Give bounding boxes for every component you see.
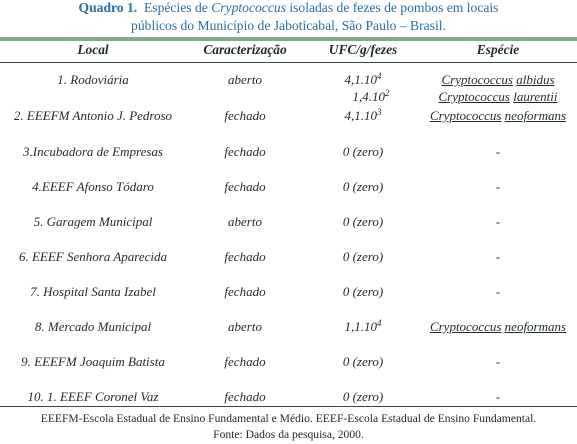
table-cell-caracterizacao: aberto — [228, 214, 262, 229]
col-header-local: Local — [77, 42, 109, 57]
table-cell-caracterizacao: fechado — [224, 354, 266, 369]
table-cell-especie: - — [495, 249, 501, 264]
caption-label: Quadro 1. — [78, 0, 138, 15]
col-header-ufc: UFC/g/fezes — [328, 42, 398, 57]
table-cell-ufc: 0 (zero) — [342, 284, 384, 299]
species-genus: Cryptococcus — [429, 108, 502, 123]
source-note: Fonte: Dados da pesquisa, 2000. — [213, 428, 364, 441]
table-cell-local: 8. Mercado Municipal — [34, 319, 152, 334]
table-cell-local: 3.Incubadora de Empresas — [23, 144, 163, 159]
table-cell-especie — [418, 89, 577, 105]
ufc-base: 4,1.10 — [344, 72, 377, 87]
table-cell-local: 9. EEEFM Joaquim Batista — [21, 354, 165, 369]
table-cell-ufc — [304, 319, 422, 335]
header-bottom-rule — [0, 62, 577, 63]
table-cell-especie — [418, 319, 577, 335]
table-cell-especie: - — [495, 144, 501, 159]
table-cell-local: 5. Garagem Municipal — [33, 214, 153, 229]
ufc-base: 1,1.10 — [344, 319, 377, 334]
species-epithet: neoformans — [504, 108, 567, 123]
table-cell-especie: - — [495, 389, 501, 404]
table-cell-ufc: 0 (zero) — [342, 144, 384, 159]
ufc-exponent: 4 — [377, 318, 382, 328]
table-cell-local: 7. Hospital Santa Izabel — [30, 284, 156, 299]
table-cell-local: 10. 1. EEEF Coronel Vaz — [27, 389, 159, 404]
species-epithet: laurentii — [513, 89, 558, 104]
caption-text-pre: Espécies de — [144, 0, 212, 15]
table-cell-especie: - — [495, 214, 501, 229]
table-cell-caracterizacao: fechado — [224, 144, 266, 159]
table-cell-caracterizacao: fechado — [224, 249, 266, 264]
table-bottom-rule — [0, 406, 577, 407]
table-cell-caracterizacao: fechado — [224, 179, 266, 194]
table-cell-local: 1. Rodoviária — [57, 72, 129, 87]
header-top-rule — [0, 37, 577, 41]
table-cell-caracterizacao: fechado — [224, 389, 266, 404]
col-header-especie: Espécie — [476, 42, 520, 57]
table-caption-line2: públicos do Município de Jaboticabal, São Paulo – Brasil. — [131, 18, 446, 33]
table-cell-local: 6. EEEF Senhora Aparecida — [18, 249, 168, 264]
footnote: EEEFM-Escola Estadual de Ensino Fundamental e Médio. EEEF-Escola Estadual de Ensino Fundamental. — [40, 412, 537, 425]
caption-text-post: isoladas de fezes de pombos em locais — [285, 0, 499, 15]
table-cell-ufc: 0 (zero) — [342, 389, 384, 404]
table-cell-ufc: 0 (zero) — [342, 179, 384, 194]
species-genus: Cryptococcus — [441, 72, 513, 87]
table-cell-ufc — [312, 89, 430, 105]
table-cell-local: 4.EEEF Afonso Tódaro — [32, 179, 154, 194]
table-cell-especie: - — [495, 354, 501, 369]
table-cell-ufc: 0 (zero) — [342, 249, 384, 264]
species-genus: Cryptococcus — [429, 319, 502, 334]
table-cell-especie — [418, 108, 577, 124]
table-caption-line1 — [0, 0, 577, 16]
species-epithet: albidus — [516, 72, 555, 87]
caption-genus: Cryptococcus — [211, 0, 286, 15]
ufc-exponent: 2 — [385, 88, 390, 98]
table-cell-caracterizacao: fechado — [224, 284, 266, 299]
table-cell-local: 2. EEEFM Antonio J. Pedroso — [13, 108, 173, 123]
ufc-exponent: 3 — [377, 107, 382, 117]
table-cell-especie: - — [495, 179, 501, 194]
table-cell-ufc: 0 (zero) — [342, 214, 384, 229]
table-cell-caracterizacao: aberto — [228, 319, 262, 334]
ufc-base: 1,4.10 — [352, 89, 385, 104]
ufc-base: 4,1.10 — [344, 108, 377, 123]
table-cell-caracterizacao: aberto — [228, 72, 262, 87]
col-header-caracterizacao: Caracterização — [203, 42, 287, 57]
table-cell-especie: - — [495, 284, 501, 299]
ufc-exponent: 4 — [377, 71, 382, 81]
table-cell-ufc: 0 (zero) — [342, 354, 384, 369]
table-cell-ufc — [304, 72, 422, 88]
table-cell-ufc — [304, 108, 422, 124]
table-cell-caracterizacao: fechado — [224, 108, 266, 123]
species-genus: Cryptococcus — [438, 89, 510, 104]
species-epithet: neoformans — [504, 319, 567, 334]
table-cell-especie — [418, 72, 577, 88]
